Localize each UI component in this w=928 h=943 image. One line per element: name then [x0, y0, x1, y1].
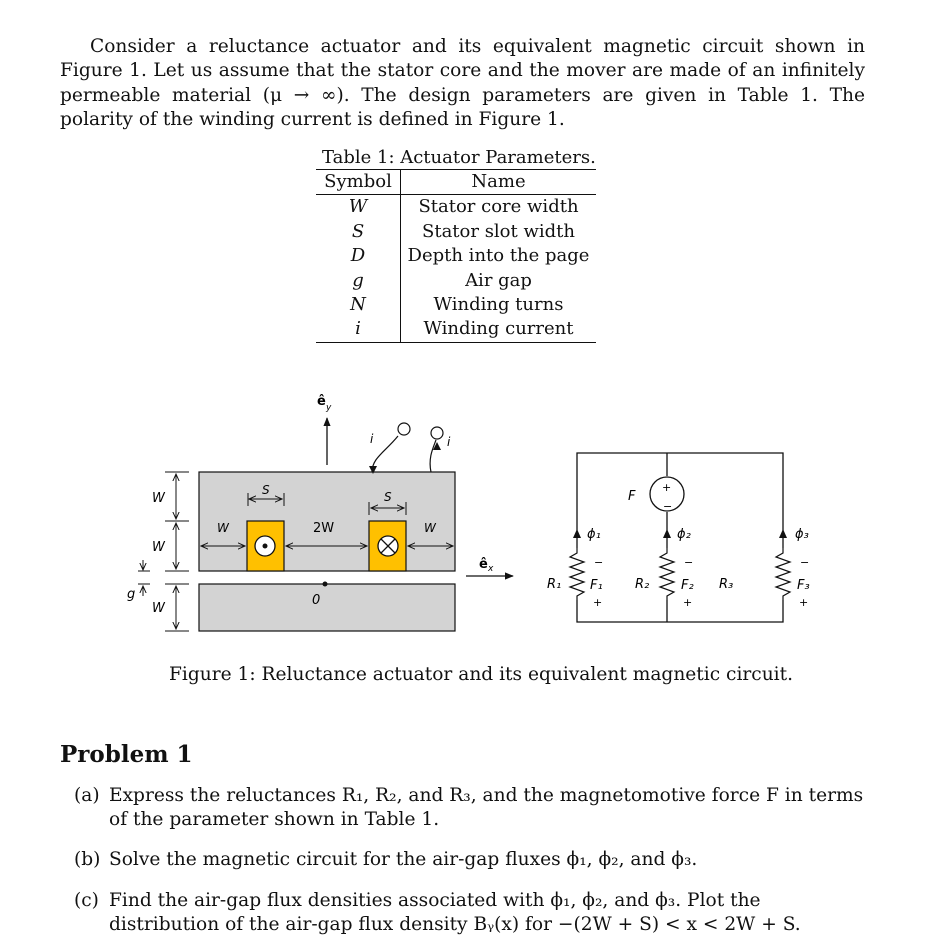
- table-row: [316, 293, 596, 317]
- table-row: [316, 244, 596, 268]
- ey-label: ê: [317, 394, 326, 409]
- dim-label-w-mid: W: [152, 540, 165, 555]
- flux-label-2: ϕ₂: [677, 527, 691, 542]
- terminal-left-icon: [398, 423, 410, 435]
- table-row: [316, 195, 596, 220]
- reluctance-label-2: R₂: [635, 577, 650, 592]
- current-into-page-icon: [378, 536, 398, 556]
- item-text: Express the reluctances R₁, R₂, and R₃, and the magnetomotive force F in terms of the parameter shown in Table 1.: [109, 785, 864, 830]
- name-cell: Winding turns: [433, 294, 564, 316]
- circuit-wire-bottom: [577, 600, 783, 622]
- reluctance-r2-icon: [660, 548, 674, 600]
- magnetic-circuit: [547, 453, 810, 622]
- dim-label-w-right: W: [424, 521, 436, 535]
- dim-label-w-left: W: [217, 521, 229, 535]
- mmf-drop-label-2: F₂: [681, 578, 694, 593]
- current-label-right: i: [447, 435, 451, 449]
- ey-subscript: y: [326, 403, 332, 413]
- origin-label: 0: [312, 593, 321, 608]
- table-header-name: Name: [401, 170, 597, 195]
- reluctance-label-3: R₃: [719, 577, 734, 592]
- problem-item-a: [74, 784, 864, 832]
- problem-item-b: [74, 848, 864, 872]
- dim-label-g: g: [127, 587, 136, 602]
- dim-label-s-right: S: [384, 490, 392, 504]
- terminal-right-icon: [431, 427, 443, 439]
- terminal-lead-right: [430, 440, 436, 472]
- problem-item-c: [74, 889, 864, 937]
- dim-label-2w: 2W: [313, 521, 335, 536]
- figure-caption: Figure 1: Reluctance actuator and its equivalent magnetic circuit.: [169, 664, 794, 685]
- symbol-cell: i: [316, 317, 401, 342]
- intro-paragraph: Consider a reluctance actuator and its equivalent magnetic circuit shown in Figure 1. Let us assume that the stator core and the mover are made of an infinitely permeable material (μ → ∞). The design parameters are given in Table 1. The polarity of the winding current is defined in Figure 1.: [60, 35, 865, 131]
- symbol-cell: W: [316, 195, 401, 220]
- name-cell: Depth into the page: [407, 245, 590, 267]
- symbol-cell: N: [316, 293, 401, 317]
- ex-subscript: x: [488, 564, 494, 574]
- symbol-cell: g: [316, 269, 401, 293]
- reluctance-label-1: R₁: [547, 577, 562, 592]
- reluctance-r3-icon: [776, 548, 790, 600]
- current-label-left: i: [370, 432, 374, 446]
- figure-1: [0, 380, 928, 655]
- item-text: Find the air-gap flux densities associated with ϕ₁, ϕ₂, and ϕ₃. Plot the distribution of the air-gap flux density Bᵧ(x) for −(2W + S) < x < 2W + S.: [109, 890, 801, 935]
- mmf-drop-label-1: F₁: [590, 578, 603, 593]
- mmf-drop-minus-2: −: [684, 556, 694, 569]
- table-header-symbol: Symbol: [316, 170, 401, 195]
- name-cell: Stator core width: [418, 196, 579, 218]
- flux-label-1: ϕ₁: [587, 527, 601, 542]
- problem-title: Problem 1: [60, 741, 193, 768]
- item-text: Solve the magnetic circuit for the air-gap fluxes ϕ₁, ϕ₂, and ϕ₃.: [109, 849, 698, 870]
- mmf-source-label: F: [628, 489, 636, 504]
- name-cell: Stator slot width: [422, 220, 575, 242]
- table-row: [316, 317, 596, 342]
- reluctance-r1-icon: [570, 548, 584, 600]
- mmf-drop-plus-2: +: [683, 596, 693, 609]
- mmf-drop-plus-3: +: [799, 596, 809, 609]
- flux-arrow-2-icon: [663, 529, 671, 538]
- dim-label-w-top: W: [152, 491, 165, 506]
- item-label: (b): [74, 849, 101, 870]
- mmf-drop-minus-3: −: [800, 556, 810, 569]
- flux-arrow-1-icon: [573, 529, 581, 538]
- mmf-drop-label-3: F₃: [797, 578, 810, 593]
- name-cell: Air gap: [465, 269, 532, 291]
- mover-core: [199, 584, 455, 631]
- symbol-cell: D: [316, 244, 401, 268]
- dim-label-s-left: S: [262, 483, 270, 497]
- table-row: [316, 269, 596, 293]
- mmf-source-plus: +: [662, 481, 672, 494]
- flux-arrow-3-icon: [779, 529, 787, 538]
- parameters-table: [316, 169, 596, 343]
- name-cell: Winding current: [401, 317, 597, 342]
- mmf-source-minus: −: [663, 500, 673, 513]
- mmf-drop-minus-1: −: [594, 556, 604, 569]
- symbol-cell: S: [316, 220, 401, 244]
- origin-dot: [323, 582, 328, 587]
- ex-label: ê: [479, 557, 488, 572]
- actuator-drawing: [127, 394, 513, 631]
- current-out-of-page-icon: [255, 536, 275, 556]
- dim-label-w-bot: W: [152, 601, 165, 616]
- item-label: (c): [74, 890, 99, 911]
- table-caption: Table 1: Actuator Parameters.: [322, 147, 596, 168]
- item-label: (a): [74, 785, 100, 806]
- flux-label-3: ϕ₃: [795, 527, 809, 542]
- table-row: [316, 220, 596, 244]
- mmf-drop-plus-1: +: [593, 596, 603, 609]
